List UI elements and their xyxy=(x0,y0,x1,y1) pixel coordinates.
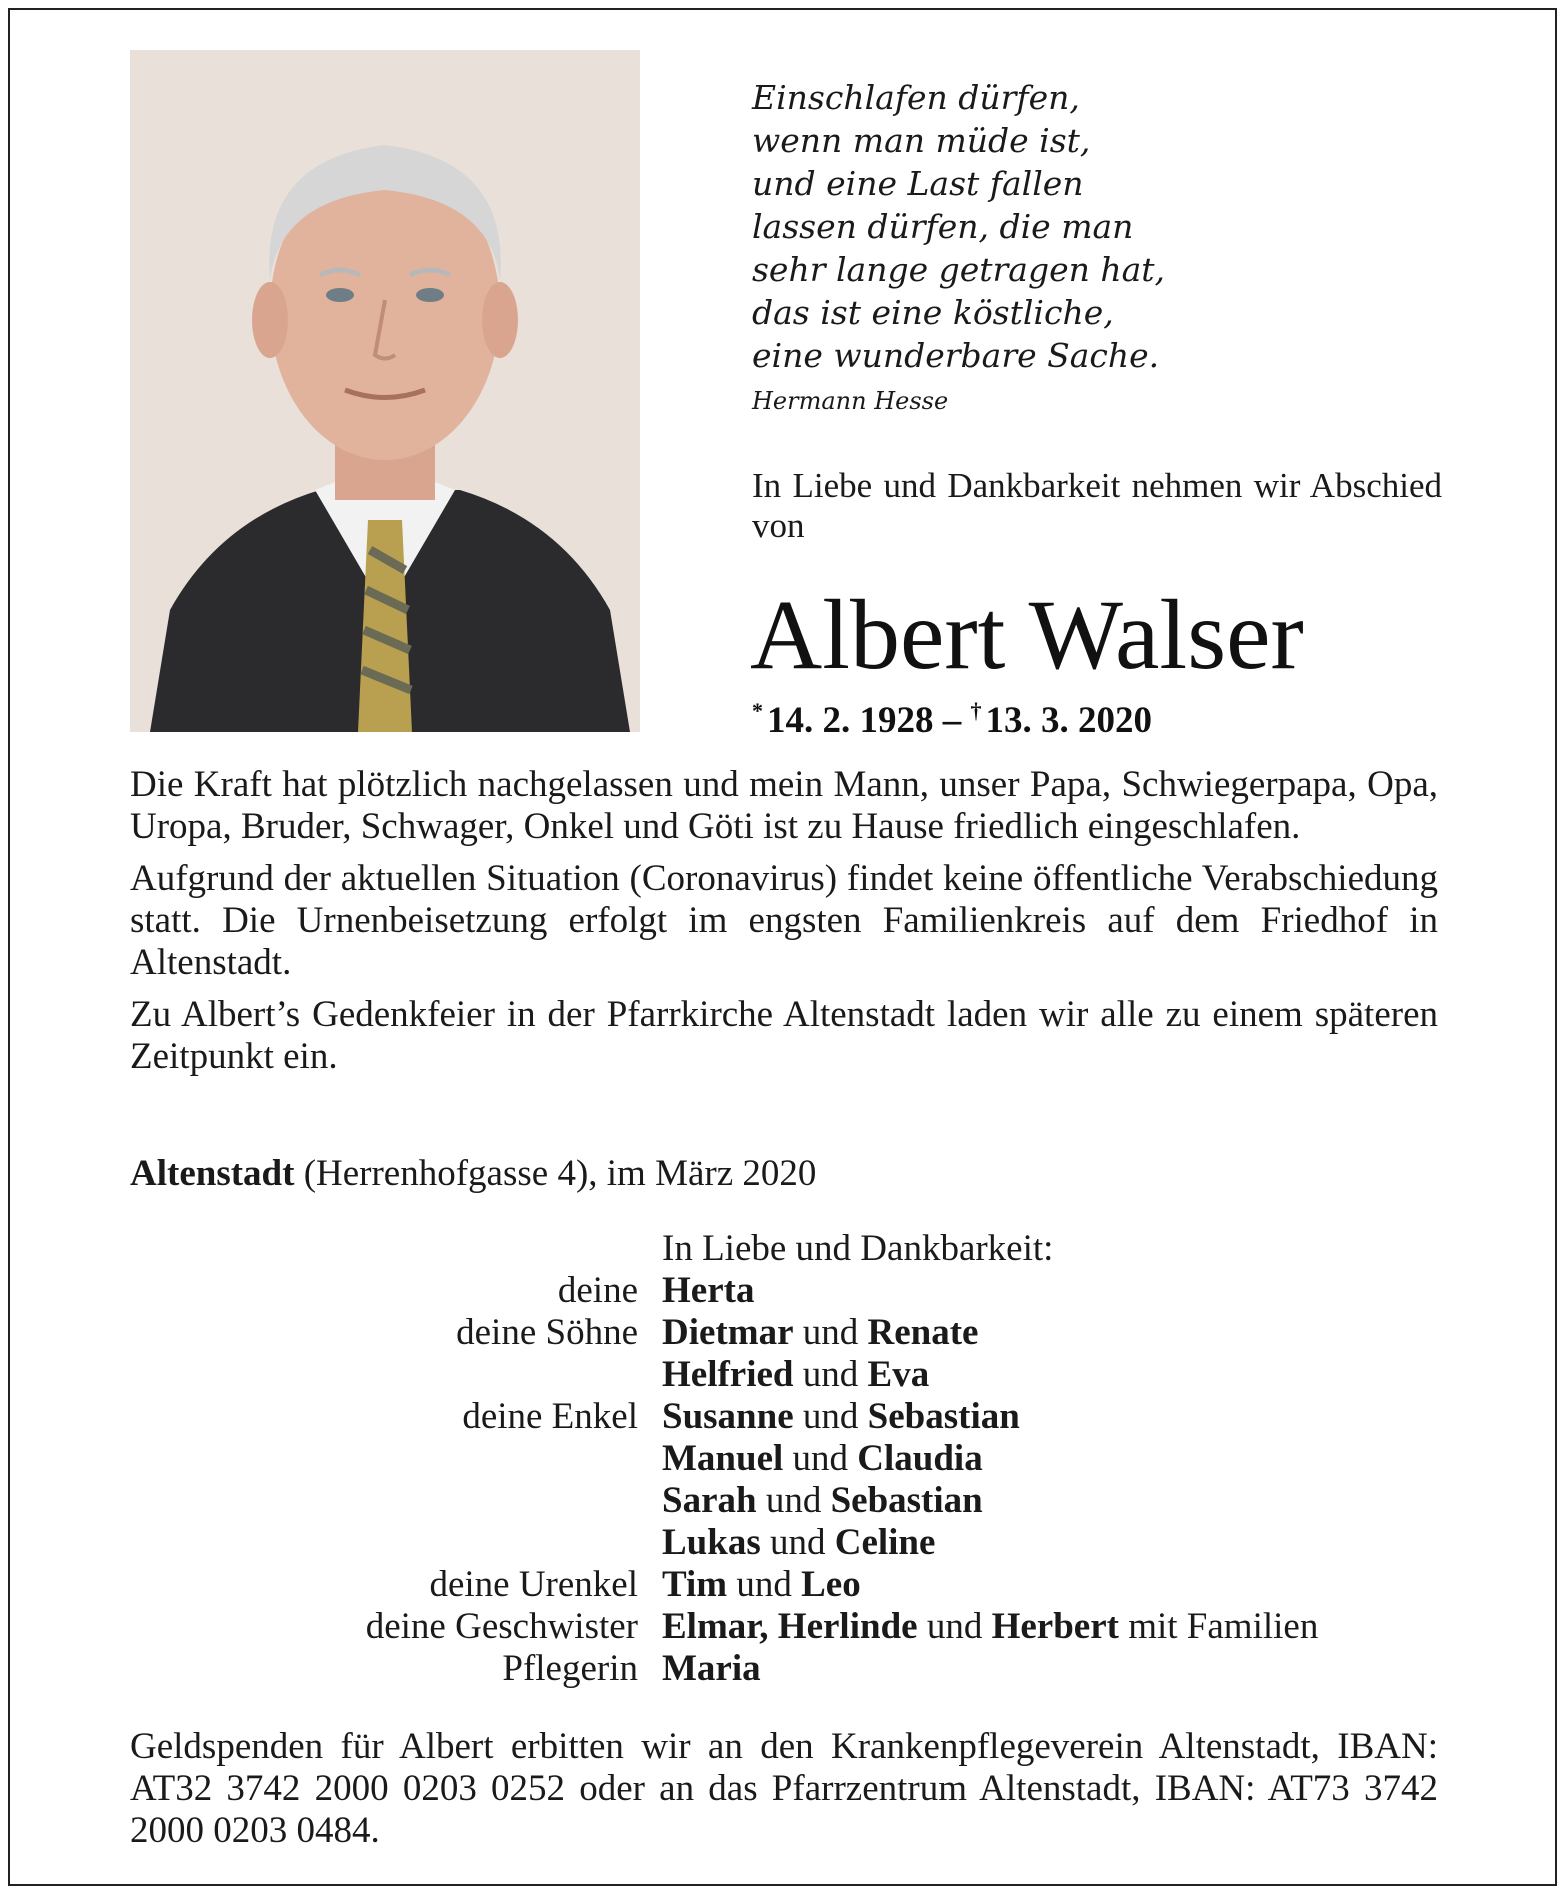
family-member: Renate xyxy=(867,1312,979,1353)
conjunction: und xyxy=(802,1354,859,1395)
family-names xyxy=(662,1522,935,1564)
deceased-name: Albert Walser xyxy=(750,579,1304,690)
poem-line: das ist eine köstliche, xyxy=(752,293,1114,332)
family-row xyxy=(130,1480,1438,1522)
poem xyxy=(752,76,1472,377)
family-row xyxy=(130,1522,1438,1564)
conjunction: und xyxy=(736,1564,792,1605)
family-label: deine xyxy=(557,1270,638,1311)
conjunction: und xyxy=(792,1438,849,1479)
family-label xyxy=(130,1480,662,1522)
carer-name: Maria xyxy=(662,1648,761,1689)
family-member: Susanne xyxy=(662,1396,794,1437)
poem-line: sehr lange getragen hat, xyxy=(752,250,1166,289)
family-label xyxy=(130,1438,662,1480)
family-label: deine Söhne xyxy=(456,1312,638,1353)
poem-line: wenn man müde ist, xyxy=(752,121,1091,160)
conjunction: und xyxy=(926,1606,983,1647)
family-member: Sarah xyxy=(662,1480,757,1521)
obituary-body xyxy=(130,764,1438,1088)
family-names xyxy=(662,1270,754,1312)
sibling-last: Herbert xyxy=(991,1606,1119,1647)
sibling-suffix: mit Familien xyxy=(1128,1606,1319,1647)
family-label xyxy=(130,1354,662,1396)
family-member: Eva xyxy=(867,1354,930,1395)
family-names xyxy=(662,1312,978,1354)
family-label: deine Enkel xyxy=(462,1396,638,1437)
conjunction: und xyxy=(765,1480,822,1521)
poem-line: und eine Last fallen xyxy=(752,164,1084,203)
family-label xyxy=(130,1522,662,1564)
intro-text: In Liebe und Dankbarkeit nehmen wir Abschied von xyxy=(752,466,1442,545)
family-member: Dietmar xyxy=(662,1312,794,1353)
birth-symbol: * xyxy=(752,698,763,723)
place-date-line xyxy=(130,1152,816,1195)
family-label: deine Urenkel xyxy=(429,1564,638,1605)
family-heading: In Liebe und Dankbarkeit: xyxy=(662,1228,1054,1269)
family-label: deine Geschwister xyxy=(365,1606,638,1647)
portrait-illustration xyxy=(130,50,640,732)
family-member: Sebastian xyxy=(867,1396,1020,1437)
portrait-photo xyxy=(130,50,640,732)
birth-date: 14. 2. 1928 xyxy=(767,700,934,741)
paragraph: Zu Albert’s Gedenkfeier in der Pfarrkirche Altenstadt laden wir alle zu einem späteren Zeitpunkt ein. xyxy=(130,994,1438,1077)
family-names xyxy=(662,1480,983,1522)
family-names xyxy=(662,1606,1318,1648)
family-member: Celine xyxy=(834,1522,936,1563)
poem-author: Hermann Hesse xyxy=(752,387,949,415)
family-row-carer xyxy=(130,1648,1438,1690)
family-member: Tim xyxy=(662,1564,728,1605)
poem-line: Einschlafen dürfen, xyxy=(752,78,1080,117)
family-row xyxy=(130,1270,1438,1312)
family-member: Lukas xyxy=(662,1522,761,1563)
family-member: Herta xyxy=(662,1270,755,1311)
death-date: 13. 3. 2020 xyxy=(985,700,1152,741)
paragraph: Die Kraft hat plötzlich nachgelassen und mein Mann, unser Papa, Schwiegerpapa, Opa, Uropa, Bruder, Schwager, Onkel und Göti ist zu Hause friedlich eingeschlafen. xyxy=(130,764,1438,847)
family-member: Manuel xyxy=(662,1438,784,1479)
family-names xyxy=(662,1438,983,1480)
donation-notice: Geldspenden für Albert erbitten wir an den Krankenpflegeverein Altenstadt, IBAN: AT32 3742 2000 0203 0252 oder an das Pfarrzentrum Altenstadt, IBAN: AT73 3742 2000 0203 0484. xyxy=(130,1726,1438,1851)
family-row xyxy=(130,1438,1438,1480)
family-row xyxy=(130,1312,1438,1354)
family-rows xyxy=(130,1270,1438,1606)
family-names xyxy=(662,1564,861,1606)
family-member: Sebastian xyxy=(830,1480,983,1521)
family-member: Claudia xyxy=(857,1438,983,1479)
place-rest: (Herrenhofgasse 4), im März 2020 xyxy=(294,1153,817,1194)
family-names xyxy=(662,1396,1020,1438)
family-names xyxy=(662,1354,929,1396)
conjunction: und xyxy=(769,1522,826,1563)
date-separator: – xyxy=(942,700,962,741)
death-symbol: † xyxy=(970,698,982,723)
sibling-names: Elmar, Herlinde xyxy=(662,1606,918,1647)
family-row xyxy=(130,1564,1438,1606)
family-list xyxy=(130,1228,1438,1690)
family-row xyxy=(130,1354,1438,1396)
paragraph: Aufgrund der aktuellen Situation (Coronavirus) findet keine öffentliche Verabschiedung statt. Die Urnenbeisetzung erfolgt im engsten Familienkreis auf dem Friedhof in Altenstadt. xyxy=(130,858,1438,983)
family-row xyxy=(130,1396,1438,1438)
family-row-siblings xyxy=(130,1606,1438,1648)
poem-line: eine wunderbare Sache. xyxy=(752,336,1160,375)
conjunction: und xyxy=(802,1312,859,1353)
family-names xyxy=(662,1648,761,1690)
conjunction: und xyxy=(802,1396,859,1437)
poem-line: lassen dürfen, die man xyxy=(752,207,1134,246)
family-member: Helfried xyxy=(662,1354,794,1395)
family-label: Pflegerin xyxy=(502,1648,638,1689)
life-dates xyxy=(752,698,1152,742)
place-town: Altenstadt xyxy=(130,1153,295,1194)
family-member: Leo xyxy=(801,1564,861,1605)
